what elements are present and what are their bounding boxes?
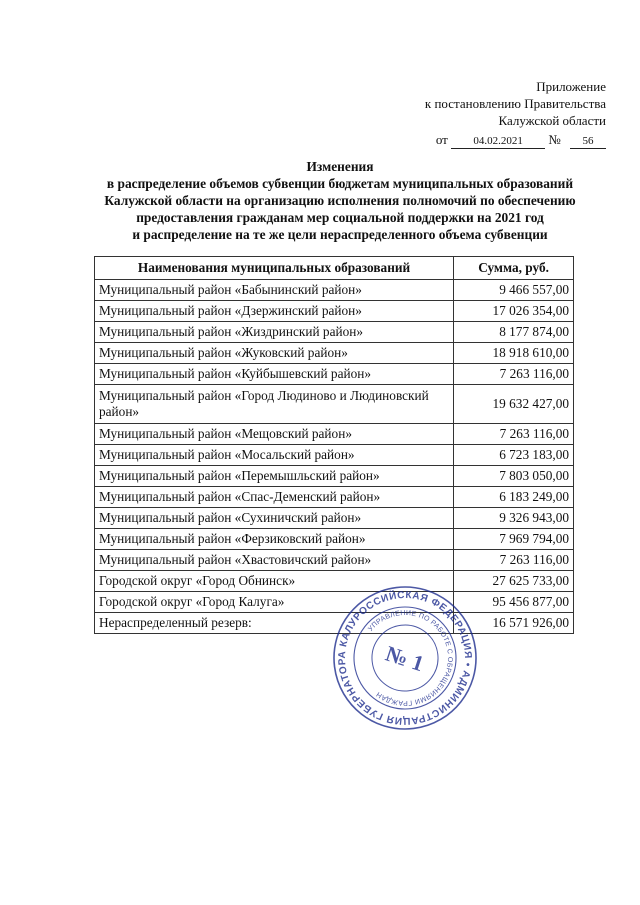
amount-value: 18 918 610,00 [454,343,574,364]
resolution-date: 04.02.2021 [451,134,545,149]
municipality-name: Муниципальный район «Мещовский район» [95,424,454,445]
appendix-header [346,78,606,149]
seal-outer-text: РОССИЙСКАЯ ФЕДЕРАЦИЯ • АДМИНИСТРАЦИЯ ГУБЕРНАТОРА КАЛУЖСКОЙ [336,589,474,727]
seal-inner-text: УПРАВЛЕНИЕ ПО РАБОТЕ С ОБРАЩЕНИЯМИ ГРАЖДАН [367,609,454,707]
amount-value: 6 723 183,00 [454,445,574,466]
amount-value: 8 177 874,00 [454,322,574,343]
document-title [60,158,620,243]
municipality-name: Муниципальный район «Дзержинский район» [95,301,454,322]
municipality-name: Муниципальный район «Куйбышевский район» [95,364,454,385]
table-row [95,280,574,301]
title-line-1: Изменения [306,159,374,174]
amount-value: 7 263 116,00 [454,364,574,385]
table-header-row [95,257,574,280]
amount-value: 27 625 733,00 [454,571,574,592]
from-label: от [435,132,448,147]
appendix-date-line [346,131,606,149]
table-row [95,343,574,364]
municipality-name: Городской округ «Город Обнинск» [95,571,454,592]
table-row [95,445,574,466]
appendix-line-2: к постановлению Правительства [424,96,606,111]
resolution-number: 56 [570,134,606,149]
table-row [95,385,574,424]
amount-value: 95 456 877,00 [454,592,574,613]
municipality-name: Муниципальный район «Бабынинский район» [95,280,454,301]
header-amount: Сумма, руб. [454,257,574,280]
title-line-2: в распределение объемов субвенции бюджетам муниципальных образований [106,176,574,191]
seal-number: № 1 [382,640,428,677]
table-row [95,550,574,571]
municipality-name: Нераспределенный резерв: [95,613,454,634]
municipality-name: Муниципальный район «Сухиничский район» [95,508,454,529]
amount-value: 7 803 050,00 [454,466,574,487]
table-row [95,529,574,550]
amount-value: 7 263 116,00 [454,550,574,571]
municipality-name: Муниципальный район «Жиздринский район» [95,322,454,343]
appendix-line-1: Приложение [536,79,606,94]
header-municipality: Наименования муниципальных образований [95,257,454,280]
municipality-name: Муниципальный район «Город Людиново и Людиновский район» [95,385,454,424]
table-row [95,322,574,343]
table-row [95,424,574,445]
table-row [95,487,574,508]
amount-value: 7 263 116,00 [454,424,574,445]
appendix-line-3: Калужской области [498,113,606,128]
amount-value: 16 571 926,00 [454,613,574,634]
title-line-4: предоставления гражданам мер социальной поддержки на 2021 год [136,210,544,225]
amount-value: 9 326 943,00 [454,508,574,529]
table-row [95,508,574,529]
municipality-name: Муниципальный район «Ферзиковский район» [95,529,454,550]
table-row [95,364,574,385]
municipality-name: Муниципальный район «Мосальский район» [95,445,454,466]
title-line-3: Калужской области на организацию исполнения полномочий по обеспечению [104,193,576,208]
municipality-name: Городской округ «Город Калуга» [95,592,454,613]
number-label: № [548,132,561,147]
amount-value: 17 026 354,00 [454,301,574,322]
table-row [95,301,574,322]
amount-value: 6 183 249,00 [454,487,574,508]
municipality-name: Муниципальный район «Жуковский район» [95,343,454,364]
amount-value: 7 969 794,00 [454,529,574,550]
seal-graphic [330,583,480,733]
title-line-5: и распределение на те же цели нераспределенного объема субвенции [132,227,548,242]
municipality-name: Муниципальный район «Перемышльский район» [95,466,454,487]
municipality-name: Муниципальный район «Хвастовичский район» [95,550,454,571]
amount-value: 9 466 557,00 [454,280,574,301]
table-row [95,466,574,487]
municipality-name: Муниципальный район «Спас-Деменский район» [95,487,454,508]
amount-value: 19 632 427,00 [454,385,574,424]
official-seal [330,583,480,733]
subvention-table [94,256,574,634]
